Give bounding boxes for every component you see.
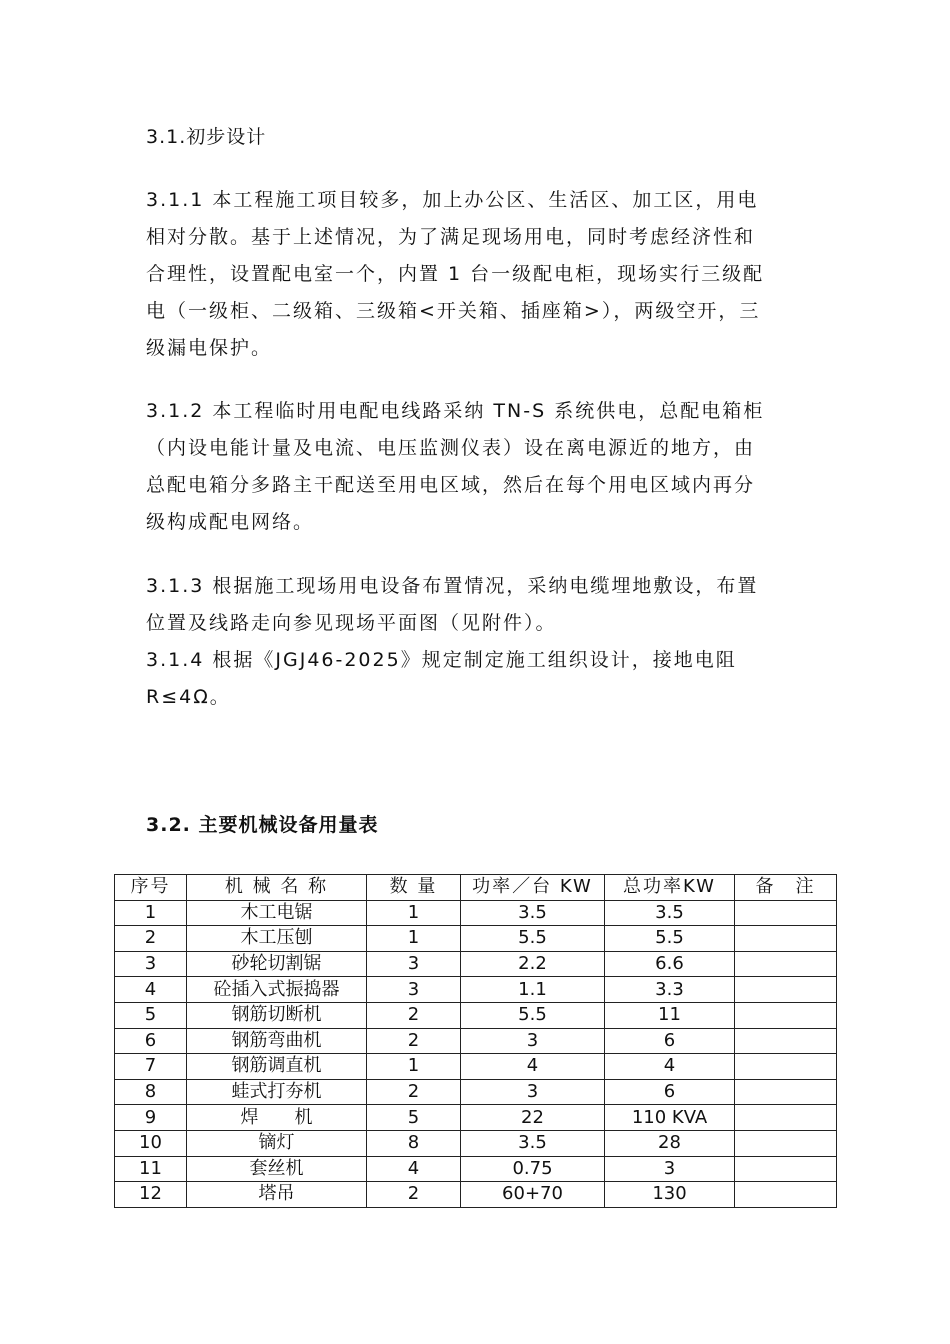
cell-power-per-unit: 4: [461, 1054, 605, 1080]
paragraph-line: 级漏电保护。: [146, 337, 273, 359]
cell-remarks: [735, 1130, 837, 1156]
cell-remarks: [735, 951, 837, 977]
cell-machine-name: 木工电锯: [187, 900, 367, 926]
cell-power-per-unit: 0.75: [461, 1156, 605, 1182]
cell-index: 5: [115, 1002, 187, 1028]
cell-total-power: 3.5: [605, 900, 735, 926]
cell-remarks: [735, 1028, 837, 1054]
cell-remarks: [735, 1054, 837, 1080]
paragraph-3-1-3-and-3-1-4: [146, 568, 810, 716]
header-machine-name: 机 械 名 称: [187, 875, 367, 901]
table-row: [115, 926, 837, 952]
cell-remarks: [735, 926, 837, 952]
cell-quantity: 8: [367, 1130, 461, 1156]
cell-quantity: 1: [367, 900, 461, 926]
table-row: [115, 1130, 837, 1156]
cell-power-per-unit: 1.1: [461, 977, 605, 1003]
paragraph-line: 级构成配电网络。: [146, 511, 315, 533]
cell-power-per-unit: 22: [461, 1105, 605, 1131]
cell-remarks: [735, 1182, 837, 1208]
cell-quantity: 3: [367, 951, 461, 977]
paragraph-line: 相对分散。基于上述情况，为了满足现场用电，同时考虑经济性和: [146, 226, 756, 248]
cell-machine-name: 砼插入式振捣器: [187, 977, 367, 1003]
table-row: [115, 1182, 837, 1208]
table-row: [115, 1002, 837, 1028]
paragraph-line: 3.1.2 本工程临时用电配电线路采纳 TN-S 系统供电，总配电箱柜: [146, 400, 765, 422]
table-row: [115, 951, 837, 977]
cell-machine-name: 套丝机: [187, 1156, 367, 1182]
paragraph-line: 3.1.4 根据《JGJ46-2025》规定制定施工组织设计，接地电阻: [146, 649, 737, 671]
paragraph-line: 3.1.3 根据施工现场用电设备布置情况，采纳电缆埋地敷设，布置: [146, 575, 759, 597]
paragraph-3-1-2: [146, 393, 810, 541]
cell-total-power: 3.3: [605, 977, 735, 1003]
equipment-table: [114, 874, 837, 1208]
cell-remarks: [735, 977, 837, 1003]
cell-quantity: 2: [367, 1002, 461, 1028]
cell-total-power: 6: [605, 1079, 735, 1105]
table-row: [115, 1079, 837, 1105]
cell-quantity: 4: [367, 1156, 461, 1182]
cell-power-per-unit: 5.5: [461, 926, 605, 952]
header-index: 序号: [115, 875, 187, 901]
cell-remarks: [735, 1002, 837, 1028]
cell-remarks: [735, 1156, 837, 1182]
table-row: [115, 1156, 837, 1182]
cell-total-power: 130: [605, 1182, 735, 1208]
table-row: [115, 1105, 837, 1131]
table-body: [115, 900, 837, 1207]
cell-total-power: 5.5: [605, 926, 735, 952]
header-remarks: 备 注: [735, 875, 837, 901]
paragraph-line: 总配电箱分多路主干配送至用电区域，然后在每个用电区域内再分: [146, 474, 756, 496]
cell-index: 4: [115, 977, 187, 1003]
cell-total-power: 110 KVA: [605, 1105, 735, 1131]
cell-index: 2: [115, 926, 187, 952]
cell-machine-name: 塔吊: [187, 1182, 367, 1208]
table-header-row: [115, 875, 837, 901]
paragraph-line: R≤4Ω。: [146, 686, 231, 708]
paragraph-line: 位置及线路走向参见现场平面图（见附件）。: [146, 612, 557, 634]
cell-remarks: [735, 1079, 837, 1105]
cell-quantity: 2: [367, 1182, 461, 1208]
cell-power-per-unit: 2.2: [461, 951, 605, 977]
cell-machine-name: 木工压刨: [187, 926, 367, 952]
cell-quantity: 1: [367, 1054, 461, 1080]
table-row: [115, 977, 837, 1003]
cell-remarks: [735, 1105, 837, 1131]
cell-machine-name: 钢筋切断机: [187, 1002, 367, 1028]
cell-machine-name: 砂轮切割锯: [187, 951, 367, 977]
cell-quantity: 2: [367, 1028, 461, 1054]
cell-power-per-unit: 5.5: [461, 1002, 605, 1028]
cell-index: 1: [115, 900, 187, 926]
header-quantity: 数 量: [367, 875, 461, 901]
cell-quantity: 3: [367, 977, 461, 1003]
table-row: [115, 1028, 837, 1054]
cell-power-per-unit: 3: [461, 1079, 605, 1105]
cell-power-per-unit: 3: [461, 1028, 605, 1054]
cell-power-per-unit: 3.5: [461, 900, 605, 926]
section-heading-3-1: 3.1.初步设计: [146, 126, 267, 148]
cell-total-power: 6.6: [605, 951, 735, 977]
cell-total-power: 3: [605, 1156, 735, 1182]
section-heading-3-2: 3.2. 主要机械设备用量表: [146, 814, 379, 836]
cell-machine-name: 钢筋弯曲机: [187, 1028, 367, 1054]
cell-index: 12: [115, 1182, 187, 1208]
header-power-per-unit: 功率／台 KW: [461, 875, 605, 901]
cell-index: 8: [115, 1079, 187, 1105]
cell-index: 3: [115, 951, 187, 977]
cell-total-power: 6: [605, 1028, 735, 1054]
cell-index: 6: [115, 1028, 187, 1054]
cell-quantity: 5: [367, 1105, 461, 1131]
cell-power-per-unit: 3.5: [461, 1130, 605, 1156]
table-row: [115, 900, 837, 926]
header-total-power: 总功率KW: [605, 875, 735, 901]
paragraph-line: 电（一级柜、二级箱、三级箱<开关箱、插座箱>），两级空开，三: [146, 300, 761, 322]
cell-machine-name: 镝灯: [187, 1130, 367, 1156]
table-row: [115, 1054, 837, 1080]
cell-remarks: [735, 900, 837, 926]
paragraph-3-1-1: [146, 182, 810, 367]
paragraph-line: 3.1.1 本工程施工项目较多，加上办公区、生活区、加工区，用电: [146, 189, 759, 211]
cell-machine-name: 钢筋调直机: [187, 1054, 367, 1080]
paragraph-line: 合理性，设置配电室一个，内置 1 台一级配电柜，现场实行三级配: [146, 263, 765, 285]
cell-index: 7: [115, 1054, 187, 1080]
cell-quantity: 2: [367, 1079, 461, 1105]
cell-quantity: 1: [367, 926, 461, 952]
cell-total-power: 11: [605, 1002, 735, 1028]
paragraph-line: （内设电能计量及电流、电压监测仪表）设在离电源近的地方，由: [146, 437, 756, 459]
cell-index: 10: [115, 1130, 187, 1156]
cell-total-power: 28: [605, 1130, 735, 1156]
cell-machine-name: 焊 机: [187, 1105, 367, 1131]
cell-power-per-unit: 60+70: [461, 1182, 605, 1208]
cell-total-power: 4: [605, 1054, 735, 1080]
cell-index: 9: [115, 1105, 187, 1131]
cell-index: 11: [115, 1156, 187, 1182]
cell-machine-name: 蛙式打夯机: [187, 1079, 367, 1105]
